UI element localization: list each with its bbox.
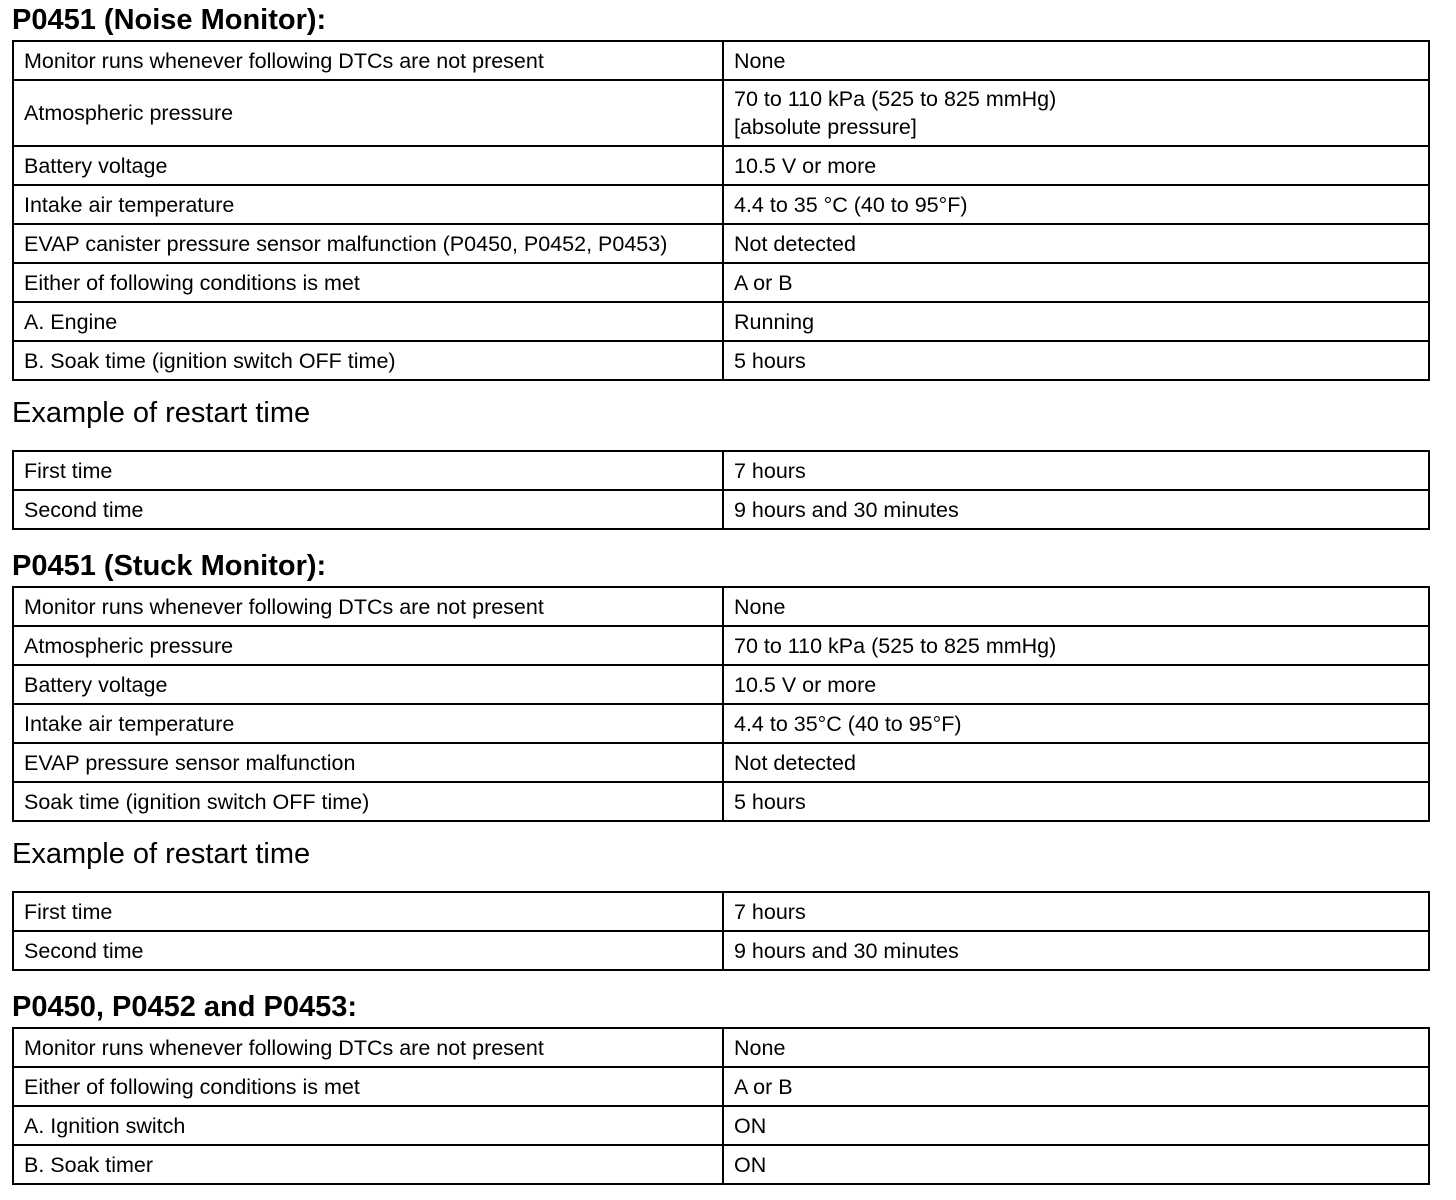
condition-label: A. Ignition switch bbox=[13, 1106, 723, 1145]
condition-value: Not detected bbox=[723, 743, 1429, 782]
table-row bbox=[13, 80, 1429, 146]
condition-label: Atmospheric pressure bbox=[13, 626, 723, 665]
table-row bbox=[13, 341, 1429, 380]
condition-value: 5 hours bbox=[723, 782, 1429, 821]
restart-time-table-noise-monitor bbox=[12, 450, 1430, 530]
condition-label: Monitor runs whenever following DTCs are not present bbox=[13, 587, 723, 626]
condition-value: A or B bbox=[723, 1067, 1429, 1106]
table-row bbox=[13, 490, 1429, 529]
condition-value: 10.5 V or more bbox=[723, 146, 1429, 185]
condition-value: 4.4 to 35 °C (40 to 95°F) bbox=[723, 185, 1429, 224]
condition-value: Running bbox=[723, 302, 1429, 341]
condition-label: B. Soak timer bbox=[13, 1145, 723, 1184]
table-row bbox=[13, 451, 1429, 490]
table-row bbox=[13, 302, 1429, 341]
restart-label: First time bbox=[13, 451, 723, 490]
condition-label: Atmospheric pressure bbox=[13, 80, 723, 146]
restart-label: Second time bbox=[13, 931, 723, 970]
table-row bbox=[13, 626, 1429, 665]
condition-value: None bbox=[723, 587, 1429, 626]
section-title-p0450-p0452-p0453: P0450, P0452 and P0453: bbox=[12, 991, 358, 1023]
conditions-table-p0450-p0452-p0453 bbox=[12, 1027, 1430, 1185]
condition-value: None bbox=[723, 41, 1429, 80]
restart-value: 7 hours bbox=[723, 892, 1429, 931]
table-row bbox=[13, 224, 1429, 263]
restart-value: 9 hours and 30 minutes bbox=[723, 931, 1429, 970]
section-title-noise-monitor: P0451 (Noise Monitor): bbox=[12, 4, 327, 36]
condition-label: Monitor runs whenever following DTCs are not present bbox=[13, 1028, 723, 1067]
document-page bbox=[12, 0, 1430, 1185]
restart-value: 9 hours and 30 minutes bbox=[723, 490, 1429, 529]
condition-value: ON bbox=[723, 1106, 1429, 1145]
condition-label: Either of following conditions is met bbox=[13, 1067, 723, 1106]
conditions-table-noise-monitor bbox=[12, 40, 1430, 381]
condition-value: 70 to 110 kPa (525 to 825 mmHg) bbox=[723, 626, 1429, 665]
condition-label: EVAP canister pressure sensor malfunction (P0450, P0452, P0453) bbox=[13, 224, 723, 263]
condition-value: ON bbox=[723, 1145, 1429, 1184]
conditions-table-stuck-monitor bbox=[12, 586, 1430, 822]
restart-label: First time bbox=[13, 892, 723, 931]
condition-value: None bbox=[723, 1028, 1429, 1067]
condition-value: 5 hours bbox=[723, 341, 1429, 380]
table-row bbox=[13, 1106, 1429, 1145]
condition-label: Either of following conditions is met bbox=[13, 263, 723, 302]
restart-value: 7 hours bbox=[723, 451, 1429, 490]
condition-value-line: [absolute pressure] bbox=[734, 115, 917, 139]
restart-time-heading: Example of restart time bbox=[12, 397, 311, 429]
table-row bbox=[13, 1067, 1429, 1106]
table-row bbox=[13, 704, 1429, 743]
condition-value-line: 70 to 110 kPa (525 to 825 mmHg) bbox=[734, 87, 1057, 111]
table-row bbox=[13, 782, 1429, 821]
restart-label: Second time bbox=[13, 490, 723, 529]
condition-label: Monitor runs whenever following DTCs are not present bbox=[13, 41, 723, 80]
condition-label: Intake air temperature bbox=[13, 704, 723, 743]
condition-label: Intake air temperature bbox=[13, 185, 723, 224]
condition-value: 10.5 V or more bbox=[723, 665, 1429, 704]
table-row bbox=[13, 892, 1429, 931]
table-row bbox=[13, 931, 1429, 970]
condition-label: A. Engine bbox=[13, 302, 723, 341]
condition-value: 4.4 to 35°C (40 to 95°F) bbox=[723, 704, 1429, 743]
table-row bbox=[13, 743, 1429, 782]
table-row bbox=[13, 41, 1429, 80]
condition-label: Battery voltage bbox=[13, 146, 723, 185]
table-row bbox=[13, 263, 1429, 302]
table-row bbox=[13, 665, 1429, 704]
section-title-stuck-monitor: P0451 (Stuck Monitor): bbox=[12, 550, 327, 582]
condition-label: B. Soak time (ignition switch OFF time) bbox=[13, 341, 723, 380]
restart-time-table-stuck-monitor bbox=[12, 891, 1430, 971]
table-row bbox=[13, 1145, 1429, 1184]
condition-value: A or B bbox=[723, 263, 1429, 302]
condition-label: Battery voltage bbox=[13, 665, 723, 704]
condition-label: Soak time (ignition switch OFF time) bbox=[13, 782, 723, 821]
table-row bbox=[13, 146, 1429, 185]
table-row bbox=[13, 185, 1429, 224]
condition-label: EVAP pressure sensor malfunction bbox=[13, 743, 723, 782]
condition-value bbox=[723, 80, 1429, 146]
condition-value: Not detected bbox=[723, 224, 1429, 263]
table-row bbox=[13, 587, 1429, 626]
restart-time-heading: Example of restart time bbox=[12, 838, 311, 870]
table-row bbox=[13, 1028, 1429, 1067]
